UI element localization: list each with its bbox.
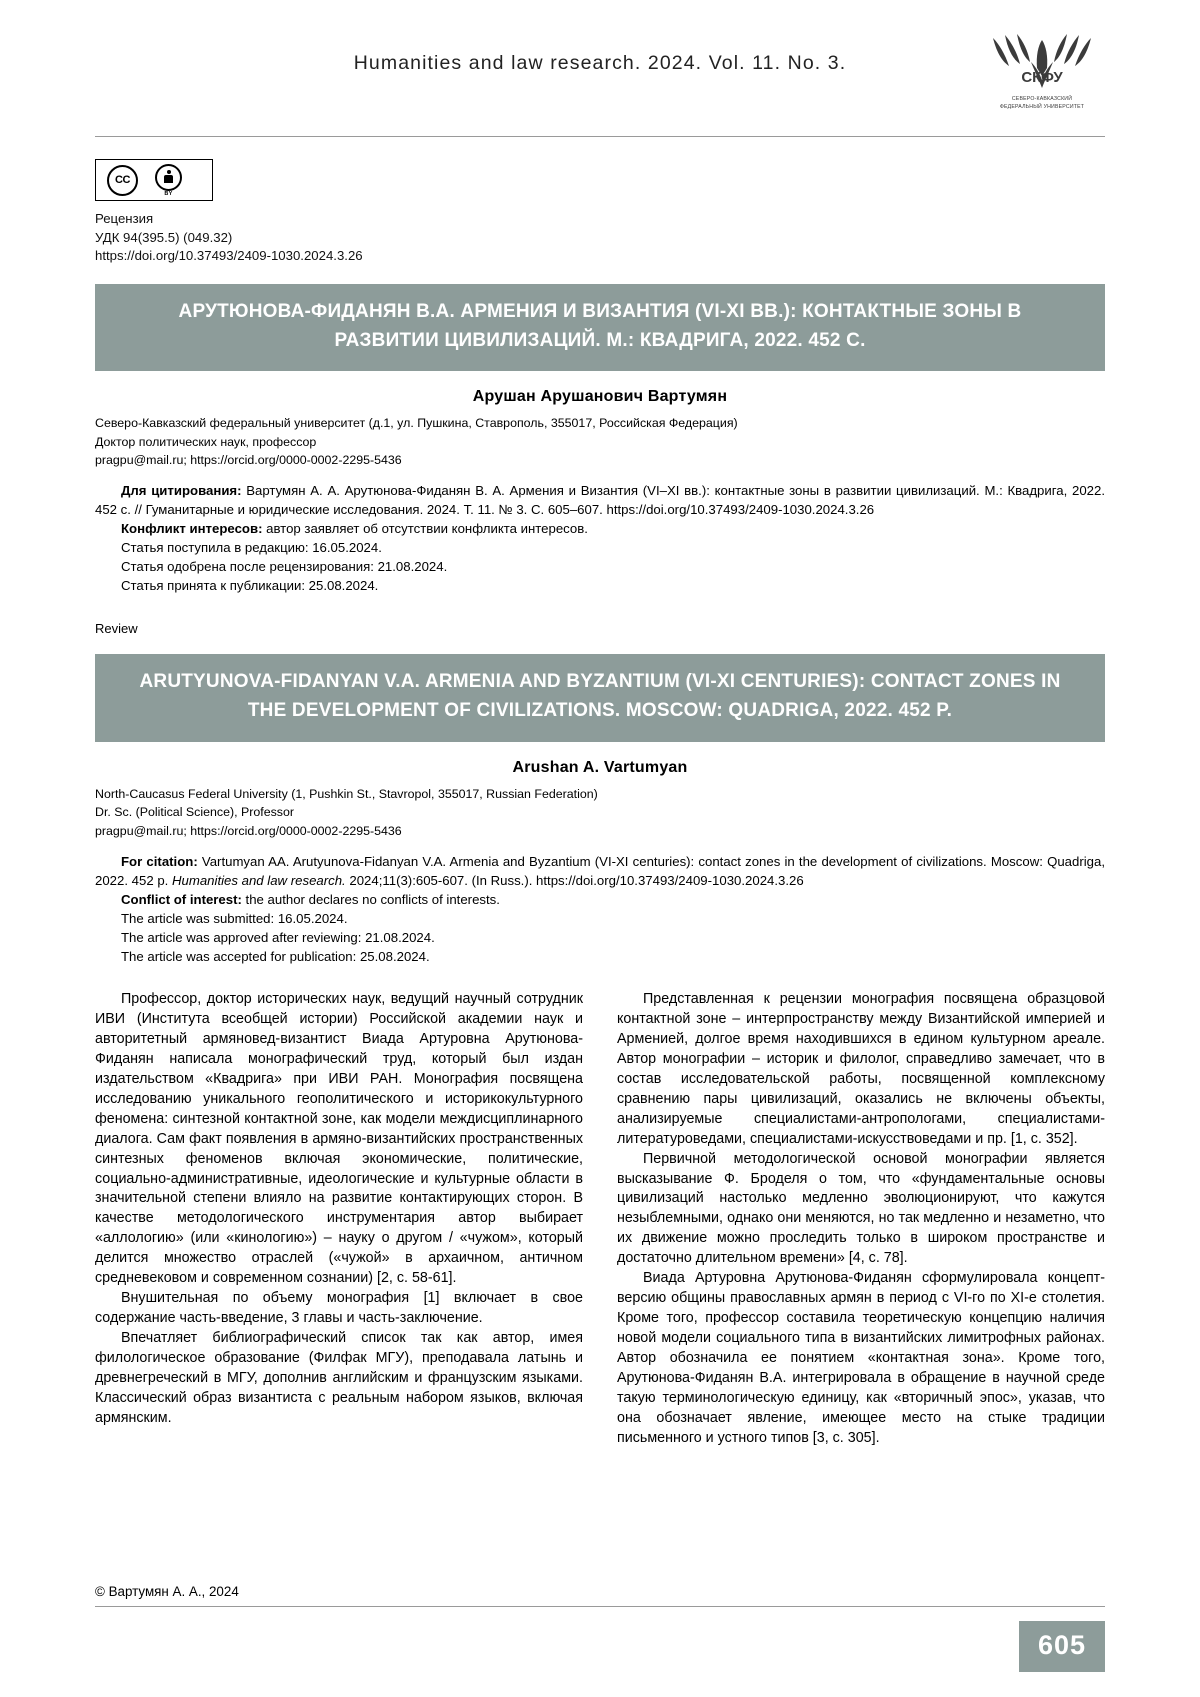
skfu-eagle-icon	[983, 32, 1101, 94]
conflict-ru	[95, 519, 1105, 538]
body-paragraph: Впечатляет библиографический список так как автор, имея филологическое образование (Филфак МГУ), преподавала латынь и древнегреческий в МГУ, дополнив английским и французским языками. Классический образ византиста с реальным набором языков, включая армянским.	[95, 1330, 583, 1426]
logo-caption	[977, 96, 1107, 111]
conflict-label-en: Conflict of interest:	[121, 892, 242, 908]
citation-en	[95, 852, 1105, 890]
citation-text-en-2: 2024;11(3):605-607. (In Russ.). https://doi.org/10.37493/2409-1030.2024.3.26	[345, 873, 804, 889]
body-paragraph: Представленная к рецензии монография посвящена образцовой контактной зоне – интерпространству между Византийской империей и Арменией, долгое время находившихся в едином культурном ареале. Автор монографии – историк и филолог, справедливо замечает, что в состав исследовательской работы, посвященной комплексному сравнению пары цивилизаций, оказались не включены объекты, анализируемые специалистами-антропологами, специалистами-литературоведами, специалистами-искусствоведами и пр. [1, с. 352].	[617, 991, 1105, 1147]
citation-label-en: For citation:	[121, 854, 198, 870]
author-name-en: Arushan A. Vartumyan	[512, 759, 688, 777]
affiliation-line-en: North-Caucasus Federal University (1, Pushkin St., Stavropol, 355017, Russian Federation)	[95, 787, 598, 802]
header-divider	[95, 136, 1105, 137]
doi-link-ru[interactable]: https://doi.org/10.37493/2409-1030.2024.3.26	[95, 248, 363, 264]
page-footer	[95, 1584, 1105, 1607]
submitted-date-en: The article was submitted: 16.05.2024.	[121, 911, 348, 927]
article-title-en: ARUTYUNOVA-FIDANYAN V.A. ARMENIA AND BYZANTIUM (VI-XI CENTURIES): CONTACT ZONES IN THE DEVELOPMENT OF CIVILIZATIONS. MOSCOW: QUADRIGA, 2022. 452 P.	[95, 654, 1105, 742]
copyright-notice: © Вартумян А. А., 2024	[95, 1584, 239, 1599]
cc-by-icon	[155, 164, 182, 197]
cc-by-label: BY	[164, 190, 173, 197]
accepted-date-ru: Статья принята к публикации: 25.08.2024.	[121, 578, 379, 594]
logo-caption-line-2: ФЕДЕРАЛЬНЫЙ УНИВЕРСИТЕТ	[999, 103, 1085, 110]
author-affiliation-ru	[95, 414, 1105, 469]
author-degree-ru: Доктор политических наук, профессор	[95, 434, 317, 449]
conflict-text-en: the author declares no conflicts of interests.	[241, 892, 500, 908]
approved-date-ru: Статья одобрена после рецензирования: 21.08.2024.	[121, 559, 448, 575]
footer-divider	[95, 1606, 1105, 1607]
article-kind-ru: Рецензия	[95, 211, 154, 226]
logo-caption-line-1: СЕВЕРО-КАВКАЗСКИЙ	[1011, 96, 1073, 102]
author-contacts-en[interactable]: pragpu@mail.ru; https://orcid.org/0000-0002-2295-5436	[95, 823, 402, 838]
author-name-ru: Арушан Арушанович Вартумян	[472, 388, 728, 406]
accepted-date-en: The article was accepted for publication: 25.08.2024.	[121, 949, 430, 965]
citation-block-ru	[95, 481, 1105, 595]
author-affiliation-en	[95, 785, 1105, 840]
running-head-text: Humanities and law research. 2024. Vol. 11. No. 3.	[353, 52, 847, 74]
author-degree-en: Dr. Sc. (Political Science), Professor	[95, 805, 294, 820]
body-column-left	[95, 990, 583, 1449]
affiliation-line-ru: Северо-Кавказский федеральный университет (д.1, ул. Пушкина, Ставрополь, 355017, Российская Федерация)	[95, 416, 738, 431]
body-columns	[95, 990, 1105, 1449]
citation-journal-en: Humanities and law research.	[172, 873, 346, 889]
body-paragraph: Внушительная по объему монография [1] включает в свое содержание часть-введение, 3 главы и часть-заключение.	[95, 1290, 583, 1327]
university-logo	[977, 32, 1107, 111]
meta-block-ru	[95, 210, 1105, 266]
conflict-label-ru: Конфликт интересов:	[121, 521, 263, 537]
body-paragraph: Первичной методологической основой монографии является высказывание Ф. Броделя о том, что «фундаментальные основы цивилизаций настолько медленно эволюционируют, что кажутся незыблемными, однако они меняются, но так медленно и незаметно, что их движение можно проследить только в широком пространстве и достаточно длительном времени» [4, с. 78].	[617, 1150, 1105, 1267]
citation-text-en-1: Vartumyan AA. Arutyunova-Fidanyan V.A. Armenia and Byzantium (VI-XI centuries): contact zones in the development of civilizations. Moscow: Quadriga, 2022. 452 p.	[95, 854, 1105, 889]
article-kind-en: Review	[95, 621, 138, 637]
citation-ru	[95, 481, 1105, 519]
page-number: 605	[1019, 1621, 1105, 1672]
udk-code: УДК 94(395.5) (049.32)	[95, 229, 233, 245]
creative-commons-badge	[95, 159, 213, 201]
body-paragraph: Профессор, доктор исторических наук, ведущий научный сотрудник ИВИ (Института всеобщей истории) Российской академии наук и авторитетный армяновед-византист Виада Артуровна Арутюнова-Фиданян написала монографический труд, который был издан издательством «Квадрига» при ИВИ РАН. Монография посвящена исследованию уникального геополитического и историкокультурного феномена: синтезной контактной зоне, как модели междисциплинарного диалога. Сам факт появления в армяно-византийских пространственных синтезных феноменов включая экономические, политические, социально-административные, идеологические и культурные области в значительной степени влияло на развитие контактирующих сторон. В качестве методологического инструментария автор выбирает «аллологию» (или «кинологию») – науку о другом / «чужом», который делится множество отраслей («чужой» в архаичном, античном средневековом и современном сознании) [2, с. 58-61].	[95, 991, 583, 1287]
logo-abbr-text: СКФУ	[1021, 69, 1063, 86]
conflict-text-ru: автор заявляет об отсутствии конфликта интересов.	[262, 521, 588, 537]
citation-label-ru: Для цитирования:	[121, 483, 242, 499]
citation-text-ru: Вартумян А. А. Арутюнова-Фиданян В. А. Армения и Византия (VI–XI вв.): контактные зоны в развитии цивилизаций. М.: Квадрига, 2022. 452 с. // Гуманитарные и юридические исследования. 2024. Т. 11. № 3. С. 605–607. https://doi.org/10.37493/2409-1030.2024.3.26	[95, 483, 1105, 518]
submitted-date-ru: Статья поступила в редакцию: 16.05.2024.	[121, 540, 382, 556]
citation-block-en	[95, 852, 1105, 966]
conflict-en	[95, 890, 1105, 909]
author-contacts-ru[interactable]: pragpu@mail.ru; https://orcid.org/0000-0002-2295-5436	[95, 452, 402, 467]
cc-icon: CC	[107, 165, 138, 196]
body-column-right	[617, 990, 1105, 1449]
article-title-ru: АРУТЮНОВА-ФИДАНЯН В.А. АРМЕНИЯ И ВИЗАНТИЯ (VI-XI ВВ.): КОНТАКТНЫЕ ЗОНЫ В РАЗВИТИИ ЦИВИЛИЗАЦИЙ. М.: КВАДРИГА, 2022. 452 С.	[95, 284, 1105, 371]
running-head	[95, 0, 1105, 130]
body-paragraph: Виада Артуровна Арутюнова-Фиданян сформулировала концепт-версию общины православных армян в период с VI-го по XI-е столетия. Кроме того, профессор составила теоретическую концепцию наличия новой модели социального типа в византийских лимитрофных районах. Автор обозначила ее понятием «контактная зона». Кроме того, Арутюнова-Фиданян В.А. интегрировала в обращение в научной среде такую терминологическую единицу, как «вторичный эпос», указав, что она обозначает явление, имеющее место на стыке традиции письменного и устного типов [3, с. 305].	[617, 1270, 1105, 1446]
approved-date-en: The article was approved after reviewing: 21.08.2024.	[121, 930, 435, 946]
